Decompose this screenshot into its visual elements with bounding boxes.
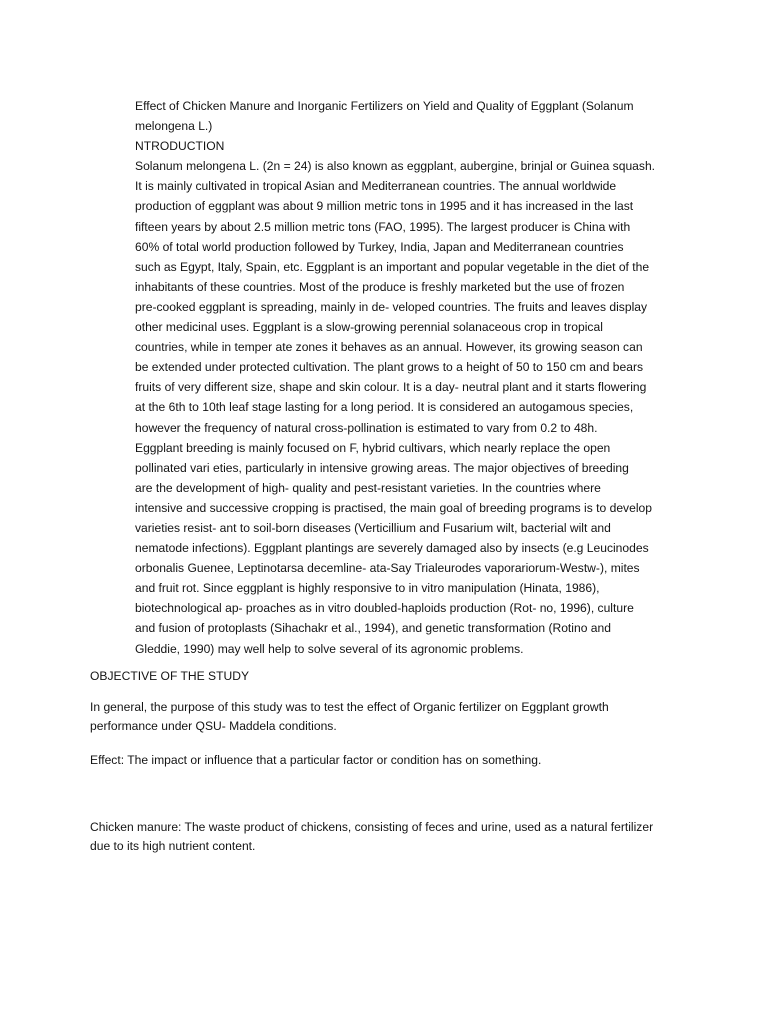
intro-text-line: intensive and successive cropping is practised, the main goal of breeding programs is to develop xyxy=(135,500,652,515)
intro-text-line: countries, while in temper ate zones it behaves as an annual. However, its growing season can xyxy=(135,340,643,355)
intro-text-line: orbonalis Guenee, Leptinotarsa decemline- ata-Say Trialeurodes vaporariorum-Westw-), mites xyxy=(135,561,640,576)
intro-text-line: are the development of high- quality and pest-resistant varieties. In the countries where xyxy=(135,480,601,495)
intro-text-line: It is mainly cultivated in tropical Asian and Mediterranean countries. The annual worldwide xyxy=(135,179,617,194)
objective-text-line: performance under QSU- Maddela conditions. xyxy=(90,718,337,733)
document-title-line: melongena L.) xyxy=(135,119,213,134)
document-title-line: Effect of Chicken Manure and Inorganic Fertilizers on Yield and Quality of Eggplant (Solanum xyxy=(135,99,634,113)
intro-text-line: biotechnological ap- proaches as in vitro doubled-haploids production (Rot- no, 1996), culture xyxy=(135,601,634,616)
intro-text-line: at the 6th to 10th leaf stage lasting for a long period. It is considered an autogamous species, xyxy=(135,400,634,415)
intro-text-line: fruits of very different size, shape and skin colour. It is a day- neutral plant and it starts flowering xyxy=(135,380,647,395)
introduction-section xyxy=(135,96,683,659)
intro-text-line: such as Egypt, Italy, Spain, etc. Eggplant is an important and popular vegetable in the diet of the xyxy=(135,259,650,274)
objective-paragraph xyxy=(90,698,690,735)
intro-text-line: however the frequency of natural cross-pollination is estimated to vary from 0.2 to 48h. xyxy=(135,420,598,435)
intro-text-line: production of eggplant was about 9 million metric tons in 1995 and it has increased in the last xyxy=(135,199,634,214)
chicken-manure-text-line: Chicken manure: The waste product of chickens, consisting of feces and urine, used as a natural fertilizer xyxy=(90,820,654,834)
intro-text-line: pre-cooked eggplant is spreading, mainly in de- veloped countries. The fruits and leaves display xyxy=(135,299,648,314)
intro-text-line: other medicinal uses. Eggplant is a slow-growing perennial solanaceous crop in tropical xyxy=(135,320,603,335)
intro-text-line: varieties resist- ant to soil-born diseases (Verticillium and Fusarium wilt, bacterial wilt and xyxy=(135,520,611,535)
intro-text-line: Gleddie, 1990) may well help to solve several of its agronomic problems. xyxy=(135,641,524,656)
intro-text-line: Eggplant breeding is mainly focused on F, hybrid cultivars, which nearly replace the open xyxy=(135,440,611,455)
introduction-heading: NTRODUCTION xyxy=(135,139,225,154)
intro-text-line: pollinated vari eties, particularly in intensive growing areas. The major objectives of breeding xyxy=(135,460,629,475)
objective-text-line: In general, the purpose of this study was to test the effect of Organic fertilizer on Eggplant growth xyxy=(90,700,609,714)
intro-text-line: and fruit rot. Since eggplant is highly responsive to in vitro manipulation (Hinata, 1986), xyxy=(135,581,600,596)
intro-text-line: 60% of total world production followed by Turkey, India, Japan and Mediterranean countries xyxy=(135,239,624,254)
intro-text-line: be extended under protected cultivation. The plant grows to a height of 50 to 150 cm and bears xyxy=(135,360,644,375)
intro-text-line: and fusion of protoplasts (Sihachakr et al., 1994), and genetic transformation (Rotino and xyxy=(135,621,611,636)
intro-text-line: nematode infections). Eggplant plantings are severely damaged also by insects (e.g Leucinodes xyxy=(135,541,649,556)
intro-text-line: inhabitants of these countries. Most of the produce is freshly marketed but the use of frozen xyxy=(135,279,625,294)
intro-text-line: fifteen years by about 2.5 million metric tons (FAO, 1995). The largest producer is China with xyxy=(135,219,631,234)
chicken-manure-definition xyxy=(90,818,690,855)
chicken-manure-text-line: due to its high nutrient content. xyxy=(90,838,256,853)
effect-definition: Effect: The impact or influence that a particular factor or condition has on something. xyxy=(90,753,542,767)
objective-heading: OBJECTIVE OF THE STUDY xyxy=(90,669,250,683)
intro-text-line: Solanum melongena L. (2n = 24) is also known as eggplant, aubergine, brinjal or Guinea squash. xyxy=(135,159,656,174)
